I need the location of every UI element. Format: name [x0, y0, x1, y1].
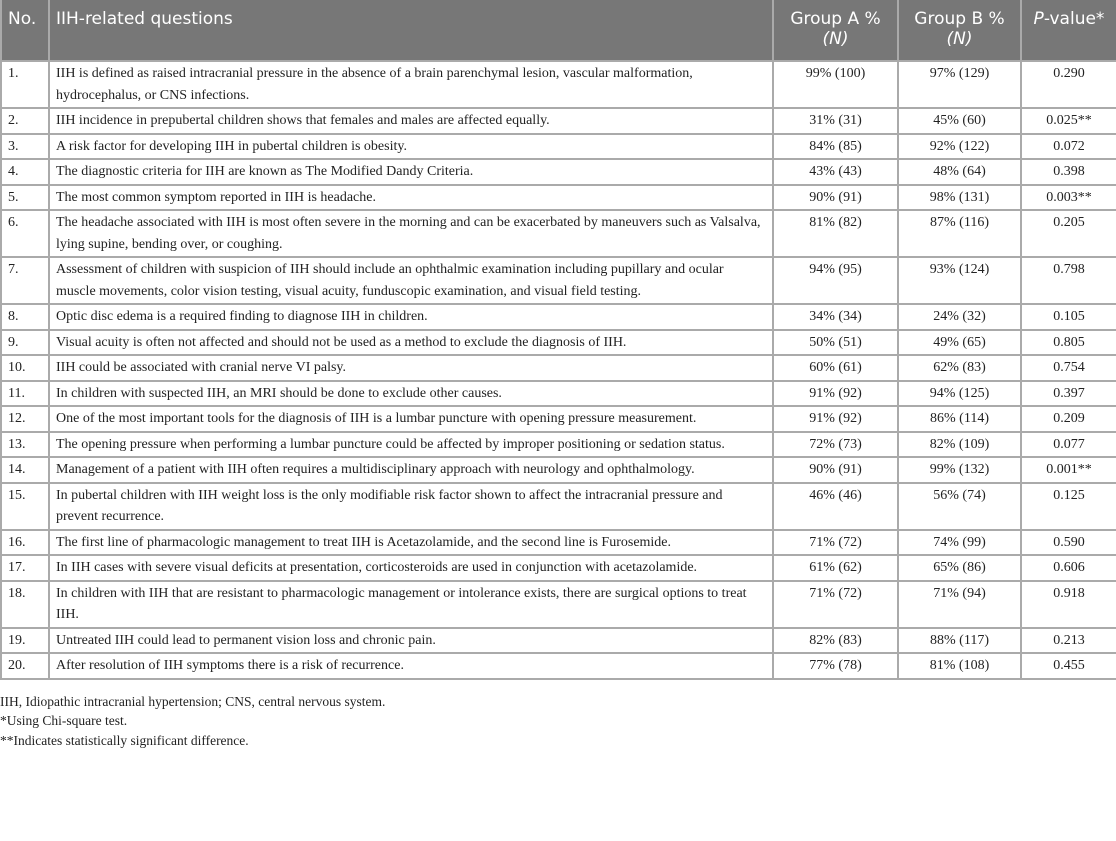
- row-number: 6.: [1, 210, 49, 257]
- question-text: The opening pressure when performing a lumbar puncture could be affected by improper positioning or sedation status.: [49, 432, 773, 458]
- table-header: [1, 0, 1116, 61]
- row-number: 4.: [1, 159, 49, 185]
- row-number: 19.: [1, 628, 49, 654]
- question-text: Assessment of children with suspicion of IIH should include an ophthalmic examination including pupillary and ocular muscle movements, color vision testing, visual acuity, funduscopic examination, and visual field testing.: [49, 257, 773, 304]
- group-a-value: 90% (91): [773, 185, 898, 211]
- group-b-value: 48% (64): [898, 159, 1021, 185]
- question-text: IIH could be associated with cranial nerve VI palsy.: [49, 355, 773, 381]
- row-number: 20.: [1, 653, 49, 679]
- footnote-chi-square: *Using Chi-square test.: [0, 713, 128, 728]
- row-number: 2.: [1, 108, 49, 134]
- table-row: [1, 257, 1116, 304]
- table-row: [1, 483, 1116, 530]
- group-a-value: 61% (62): [773, 555, 898, 581]
- group-a-value: 71% (72): [773, 530, 898, 556]
- p-value: 0.590: [1021, 530, 1116, 556]
- group-b-value: 62% (83): [898, 355, 1021, 381]
- table-row: [1, 653, 1116, 679]
- group-b-value: 98% (131): [898, 185, 1021, 211]
- question-text: IIH incidence in prepubertal children shows that females and males are affected equally.: [49, 108, 773, 134]
- group-a-value: 94% (95): [773, 257, 898, 304]
- question-text: In pubertal children with IIH weight loss is the only modifiable risk factor shown to affect the intracranial pressure and prevent recurrence.: [49, 483, 773, 530]
- group-a-value: 46% (46): [773, 483, 898, 530]
- table-row: [1, 108, 1116, 134]
- question-text: After resolution of IIH symptoms there is a risk of recurrence.: [49, 653, 773, 679]
- row-number: 18.: [1, 581, 49, 628]
- group-a-value: 91% (92): [773, 406, 898, 432]
- header-group-b: [898, 0, 1021, 61]
- p-value: 0.025**: [1021, 108, 1116, 134]
- p-value: 0.798: [1021, 257, 1116, 304]
- table-row: [1, 555, 1116, 581]
- p-value: 0.805: [1021, 330, 1116, 356]
- question-text: The most common symptom reported in IIH is headache.: [49, 185, 773, 211]
- p-value: 0.290: [1021, 61, 1116, 108]
- group-b-value: 88% (117): [898, 628, 1021, 654]
- group-b-value: 81% (108): [898, 653, 1021, 679]
- row-number: 13.: [1, 432, 49, 458]
- table-row: [1, 406, 1116, 432]
- p-value: 0.209: [1021, 406, 1116, 432]
- group-b-value: 82% (109): [898, 432, 1021, 458]
- table-row: [1, 304, 1116, 330]
- p-value: 0.125: [1021, 483, 1116, 530]
- group-b-value: 99% (132): [898, 457, 1021, 483]
- group-a-value: 82% (83): [773, 628, 898, 654]
- group-b-value: 94% (125): [898, 381, 1021, 407]
- group-b-value: 97% (129): [898, 61, 1021, 108]
- question-text: Optic disc edema is a required finding to diagnose IIH in children.: [49, 304, 773, 330]
- header-group-b-label: Group B %: [914, 9, 1005, 29]
- table-row: [1, 330, 1116, 356]
- p-value: 0.606: [1021, 555, 1116, 581]
- group-b-value: 74% (99): [898, 530, 1021, 556]
- p-value: 0.398: [1021, 159, 1116, 185]
- footnote-abbreviations: IIH, Idiopathic intracranial hypertension; CNS, central nervous system.: [0, 693, 386, 709]
- group-a-value: 43% (43): [773, 159, 898, 185]
- p-value: 0.105: [1021, 304, 1116, 330]
- group-b-value: 24% (32): [898, 304, 1021, 330]
- header-p-rest: -value*: [1043, 9, 1105, 29]
- question-text: A risk factor for developing IIH in pubertal children is obesity.: [49, 134, 773, 160]
- question-text: The diagnostic criteria for IIH are known as The Modified Dandy Criteria.: [49, 159, 773, 185]
- table-row: [1, 581, 1116, 628]
- group-b-value: 71% (94): [898, 581, 1021, 628]
- header-group-b-n: (N): [946, 29, 973, 49]
- header-row: [1, 0, 1116, 61]
- group-a-value: 71% (72): [773, 581, 898, 628]
- question-text: The headache associated with IIH is most often severe in the morning and can be exacerbated by maneuvers such as Valsalva, lying supine, bending over, or coughing.: [49, 210, 773, 257]
- table-row: [1, 134, 1116, 160]
- group-b-value: 87% (116): [898, 210, 1021, 257]
- question-text: In children with IIH that are resistant to pharmacologic management or intolerance exists, there are surgical options to treat IIH.: [49, 581, 773, 628]
- header-group-a-n: (N): [822, 29, 849, 49]
- table-body: [1, 61, 1116, 679]
- table-row: [1, 355, 1116, 381]
- group-a-value: 90% (91): [773, 457, 898, 483]
- group-b-value: 93% (124): [898, 257, 1021, 304]
- header-question: IIH-related questions: [49, 0, 773, 61]
- table-row: [1, 381, 1116, 407]
- question-text: IIH is defined as raised intracranial pressure in the absence of a brain parenchymal lesion, vascular malformation, hydrocephalus, or CNS infections.: [49, 61, 773, 108]
- question-text: Untreated IIH could lead to permanent vision loss and chronic pain.: [49, 628, 773, 654]
- p-value: 0.455: [1021, 653, 1116, 679]
- group-a-value: 77% (78): [773, 653, 898, 679]
- p-value: 0.213: [1021, 628, 1116, 654]
- header-group-a: [773, 0, 898, 61]
- p-value: 0.077: [1021, 432, 1116, 458]
- group-a-value: 91% (92): [773, 381, 898, 407]
- footnotes: [0, 692, 1116, 751]
- row-number: 5.: [1, 185, 49, 211]
- header-group-a-label: Group A %: [790, 9, 881, 29]
- group-a-value: 84% (85): [773, 134, 898, 160]
- group-b-value: 49% (65): [898, 330, 1021, 356]
- group-a-value: 99% (100): [773, 61, 898, 108]
- question-text: Management of a patient with IIH often requires a multidisciplinary approach with neurology and ophthalmology.: [49, 457, 773, 483]
- table-row: [1, 185, 1116, 211]
- row-number: 17.: [1, 555, 49, 581]
- group-a-value: 72% (73): [773, 432, 898, 458]
- row-number: 1.: [1, 61, 49, 108]
- table-row: [1, 159, 1116, 185]
- row-number: 7.: [1, 257, 49, 304]
- row-number: 9.: [1, 330, 49, 356]
- table-row: [1, 432, 1116, 458]
- group-b-value: 45% (60): [898, 108, 1021, 134]
- question-text: In IIH cases with severe visual deficits at presentation, corticosteroids are used in conjunction with acetazolamide.: [49, 555, 773, 581]
- group-b-value: 65% (86): [898, 555, 1021, 581]
- row-number: 14.: [1, 457, 49, 483]
- group-a-value: 81% (82): [773, 210, 898, 257]
- group-b-value: 56% (74): [898, 483, 1021, 530]
- group-b-value: 86% (114): [898, 406, 1021, 432]
- question-text: Visual acuity is often not affected and should not be used as a method to exclude the diagnosis of IIH.: [49, 330, 773, 356]
- table-row: [1, 530, 1116, 556]
- row-number: 11.: [1, 381, 49, 407]
- header-p-value: [1021, 0, 1116, 61]
- row-number: 12.: [1, 406, 49, 432]
- row-number: 10.: [1, 355, 49, 381]
- group-b-value: 92% (122): [898, 134, 1021, 160]
- p-value: 0.205: [1021, 210, 1116, 257]
- row-number: 3.: [1, 134, 49, 160]
- table-row: [1, 628, 1116, 654]
- p-value: 0.072: [1021, 134, 1116, 160]
- table-row: [1, 457, 1116, 483]
- p-value: 0.003**: [1021, 185, 1116, 211]
- group-a-value: 34% (34): [773, 304, 898, 330]
- group-a-value: 50% (51): [773, 330, 898, 356]
- p-value: 0.754: [1021, 355, 1116, 381]
- footnote-significance: **Indicates statistically significant difference.: [0, 732, 249, 748]
- group-a-value: 31% (31): [773, 108, 898, 134]
- row-number: 8.: [1, 304, 49, 330]
- table-row: [1, 61, 1116, 108]
- row-number: 15.: [1, 483, 49, 530]
- header-no: No.: [1, 0, 49, 61]
- table-row: [1, 210, 1116, 257]
- p-value: 0.001**: [1021, 457, 1116, 483]
- question-text: One of the most important tools for the diagnosis of IIH is a lumbar puncture with opening pressure measurement.: [49, 406, 773, 432]
- row-number: 16.: [1, 530, 49, 556]
- question-text: In children with suspected IIH, an MRI should be done to exclude other causes.: [49, 381, 773, 407]
- question-text: The first line of pharmacologic management to treat IIH is Acetazolamide, and the second line is Furosemide.: [49, 530, 773, 556]
- p-value: 0.918: [1021, 581, 1116, 628]
- p-value: 0.397: [1021, 381, 1116, 407]
- header-p-italic: P: [1033, 9, 1044, 29]
- group-a-value: 60% (61): [773, 355, 898, 381]
